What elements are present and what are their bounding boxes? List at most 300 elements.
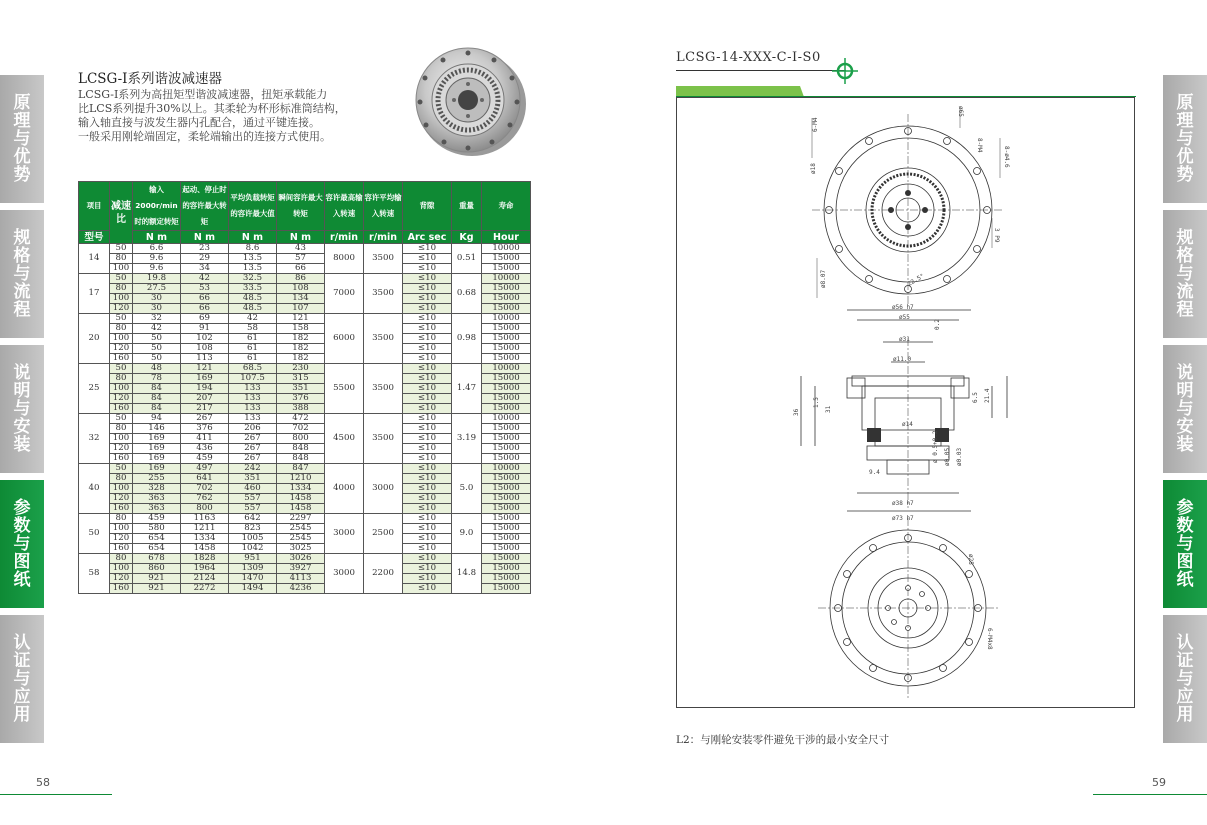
avg-speed-cell: 3500 xyxy=(364,314,403,364)
momentary-torque-cell: 230 xyxy=(277,364,325,374)
life-cell: 15000 xyxy=(482,524,531,534)
side-tab-5-right[interactable]: 认证与应用 xyxy=(1163,615,1207,743)
rated-torque-cell: 169 xyxy=(133,454,181,464)
avg-load-torque-cell: 133 xyxy=(229,394,277,404)
avg-load-torque-cell: 642 xyxy=(229,514,277,524)
life-cell: 10000 xyxy=(482,414,531,424)
header-life: 寿命 xyxy=(482,182,531,231)
max-speed-cell: 4000 xyxy=(325,464,364,514)
life-cell: 15000 xyxy=(482,254,531,264)
avg-load-torque-cell: 206 xyxy=(229,424,277,434)
header-rated-torque: 输入2000r/min时的额定转矩 xyxy=(133,182,181,231)
start-stop-torque-cell: 641 xyxy=(181,474,229,484)
side-tab-2[interactable]: 规格与流程 xyxy=(0,210,44,338)
rated-torque-cell: 27.5 xyxy=(133,284,181,294)
max-speed-cell: 8000 xyxy=(325,244,364,274)
avg-load-torque-cell: 1309 xyxy=(229,564,277,574)
dim-label: ø14 xyxy=(902,421,913,428)
momentary-torque-cell: 182 xyxy=(277,344,325,354)
avg-load-torque-cell: 951 xyxy=(229,554,277,564)
life-cell: 10000 xyxy=(482,244,531,254)
avg-load-torque-cell: 557 xyxy=(229,494,277,504)
backlash-cell: ≤10 xyxy=(403,334,452,344)
unit-rated-torque: N m xyxy=(133,231,181,244)
header-model: 项目 xyxy=(79,182,110,231)
rated-torque-cell: 459 xyxy=(133,514,181,524)
momentary-torque-cell: 472 xyxy=(277,414,325,424)
rated-torque-cell: 363 xyxy=(133,504,181,514)
rated-torque-cell: 42 xyxy=(133,324,181,334)
rated-torque-cell: 169 xyxy=(133,444,181,454)
start-stop-torque-cell: 1163 xyxy=(181,514,229,524)
backlash-cell: ≤10 xyxy=(403,254,452,264)
weight-cell: 0.51 xyxy=(452,244,482,274)
ratio-cell: 100 xyxy=(110,484,133,494)
header-weight: 重量 xyxy=(452,182,482,231)
series-description xyxy=(78,88,368,144)
weight-cell: 1.47 xyxy=(452,364,482,414)
backlash-cell: ≤10 xyxy=(403,474,452,484)
backlash-cell: ≤10 xyxy=(403,534,452,544)
footer-line-right xyxy=(1093,794,1207,795)
avg-load-torque-cell: 61 xyxy=(229,344,277,354)
ratio-cell: 100 xyxy=(110,524,133,534)
backlash-cell: ≤10 xyxy=(403,444,452,454)
ratio-cell: 160 xyxy=(110,454,133,464)
series-title: LCSG-I系列谐波减速器 xyxy=(78,71,222,87)
avg-load-torque-cell: 33.5 xyxy=(229,284,277,294)
backlash-cell: ≤10 xyxy=(403,524,452,534)
life-cell: 15000 xyxy=(482,324,531,334)
rated-torque-cell: 84 xyxy=(133,394,181,404)
backlash-cell: ≤10 xyxy=(403,244,452,254)
backlash-cell: ≤10 xyxy=(403,434,452,444)
max-speed-cell: 6000 xyxy=(325,314,364,364)
side-tab-3[interactable]: 说明与安装 xyxy=(0,345,44,473)
ratio-cell: 120 xyxy=(110,534,133,544)
weight-cell: 0.68 xyxy=(452,274,482,314)
weight-cell: 0.98 xyxy=(452,314,482,364)
unit-avg-load-torque: N m xyxy=(229,231,277,244)
avg-load-torque-cell: 61 xyxy=(229,354,277,364)
life-cell: 15000 xyxy=(482,284,531,294)
momentary-torque-cell: 1458 xyxy=(277,504,325,514)
rated-torque-cell: 30 xyxy=(133,294,181,304)
life-cell: 15000 xyxy=(482,354,531,364)
rated-torque-cell: 580 xyxy=(133,524,181,534)
momentary-torque-cell: 107 xyxy=(277,304,325,314)
green-header-strip xyxy=(676,86,1136,97)
backlash-cell: ≤10 xyxy=(403,364,452,374)
description-line: 一般采用刚轮端固定，柔轮端输出的连接方式使用。 xyxy=(78,130,331,143)
start-stop-torque-cell: 194 xyxy=(181,384,229,394)
dim-label: 0.2 xyxy=(934,319,941,330)
rated-torque-cell: 50 xyxy=(133,334,181,344)
rated-torque-cell: 169 xyxy=(133,434,181,444)
unit-start-stop-torque: N m xyxy=(181,231,229,244)
backlash-cell: ≤10 xyxy=(403,464,452,474)
life-cell: 15000 xyxy=(482,344,531,354)
side-tab-5[interactable]: 认证与应用 xyxy=(0,615,44,743)
table-row xyxy=(79,314,531,324)
ratio-cell: 160 xyxy=(110,504,133,514)
momentary-torque-cell: 134 xyxy=(277,294,325,304)
avg-load-torque-cell: 133 xyxy=(229,404,277,414)
dim-label: ø65 xyxy=(957,106,964,117)
unit-momentary-torque: N m xyxy=(277,231,325,244)
life-cell: 15000 xyxy=(482,544,531,554)
table-row xyxy=(79,274,531,284)
table-row xyxy=(79,244,531,254)
dim-label: 6-M4 xyxy=(812,117,819,132)
rated-torque-cell: 9.6 xyxy=(133,254,181,264)
avg-load-torque-cell: 1005 xyxy=(229,534,277,544)
crosshair-icon xyxy=(832,58,858,84)
unit-max-input-speed: r/min xyxy=(325,231,364,244)
life-cell: 10000 xyxy=(482,464,531,474)
avg-load-torque-cell: 267 xyxy=(229,444,277,454)
avg-load-torque-cell: 42 xyxy=(229,314,277,324)
ratio-cell: 160 xyxy=(110,584,133,594)
backlash-cell: ≤10 xyxy=(403,304,452,314)
page-number-left: 58 xyxy=(36,776,50,789)
life-cell: 15000 xyxy=(482,494,531,504)
dim-label: 8-ø4.6 xyxy=(1003,146,1010,168)
avg-load-torque-cell: 68.5 xyxy=(229,364,277,374)
dim-label: 3 P9 xyxy=(993,228,1000,243)
dim-label: 9.4 xyxy=(869,469,880,476)
backlash-cell: ≤10 xyxy=(403,344,452,354)
dim-label: 6-M4x8 xyxy=(986,628,993,650)
table-row xyxy=(79,364,531,374)
momentary-torque-cell: 1334 xyxy=(277,484,325,494)
avg-load-torque-cell: 48.5 xyxy=(229,304,277,314)
life-cell: 15000 xyxy=(482,404,531,414)
rated-torque-cell: 860 xyxy=(133,564,181,574)
start-stop-torque-cell: 2124 xyxy=(181,574,229,584)
weight-cell: 9.0 xyxy=(452,514,482,554)
life-cell: 15000 xyxy=(482,304,531,314)
momentary-torque-cell: 800 xyxy=(277,434,325,444)
dim-label: ø25 xyxy=(967,554,974,565)
backlash-cell: ≤10 xyxy=(403,554,452,564)
dim-label: ø11.0 xyxy=(893,356,912,363)
ratio-cell: 80 xyxy=(110,254,133,264)
unit-backlash: Arc sec xyxy=(403,231,452,244)
backlash-cell: ≤10 xyxy=(403,514,452,524)
start-stop-torque-cell: 207 xyxy=(181,394,229,404)
description-line: LCSG-I系列为高扭矩型谐波减速器，扭矩承载能力 xyxy=(78,88,328,101)
avg-load-torque-cell: 823 xyxy=(229,524,277,534)
table-row xyxy=(79,464,531,474)
rated-torque-cell: 19.8 xyxy=(133,274,181,284)
avg-speed-cell: 3500 xyxy=(364,364,403,414)
title-underline xyxy=(676,70,846,71)
backlash-cell: ≤10 xyxy=(403,394,452,404)
backlash-cell: ≤10 xyxy=(403,274,452,284)
unit-avg-input-speed: r/min xyxy=(364,231,403,244)
backlash-cell: ≤10 xyxy=(403,584,452,594)
model-cell: 32 xyxy=(79,414,110,464)
rated-torque-cell: 363 xyxy=(133,494,181,504)
ratio-cell: 50 xyxy=(110,364,133,374)
product-image xyxy=(410,40,530,160)
avg-speed-cell: 2200 xyxy=(364,554,403,594)
life-cell: 15000 xyxy=(482,384,531,394)
life-cell: 10000 xyxy=(482,314,531,324)
momentary-torque-cell: 66 xyxy=(277,264,325,274)
side-tab-1-right[interactable]: 原理与优势 xyxy=(1163,75,1207,203)
start-stop-torque-cell: 762 xyxy=(181,494,229,504)
avg-load-torque-cell: 8.6 xyxy=(229,244,277,254)
momentary-torque-cell: 702 xyxy=(277,424,325,434)
backlash-cell: ≤10 xyxy=(403,504,452,514)
ratio-cell: 120 xyxy=(110,304,133,314)
header-row-2 xyxy=(79,231,531,244)
life-cell: 15000 xyxy=(482,444,531,454)
backlash-cell: ≤10 xyxy=(403,574,452,584)
dim-label: ø31 xyxy=(899,336,910,343)
life-cell: 15000 xyxy=(482,554,531,564)
start-stop-torque-cell: 1458 xyxy=(181,544,229,554)
description-line: 比LCS系列提升30%以上。其柔轮为杯形标准筒结构， xyxy=(78,102,346,115)
life-cell: 15000 xyxy=(482,264,531,274)
avg-load-torque-cell: 557 xyxy=(229,504,277,514)
momentary-torque-cell: 2297 xyxy=(277,514,325,524)
start-stop-torque-cell: 91 xyxy=(181,324,229,334)
backlash-cell: ≤10 xyxy=(403,414,452,424)
ratio-cell: 120 xyxy=(110,394,133,404)
avg-speed-cell: 2500 xyxy=(364,514,403,554)
ratio-cell: 80 xyxy=(110,374,133,384)
start-stop-torque-cell: 53 xyxy=(181,284,229,294)
momentary-torque-cell: 3025 xyxy=(277,544,325,554)
backlash-cell: ≤10 xyxy=(403,454,452,464)
avg-load-torque-cell: 1470 xyxy=(229,574,277,584)
start-stop-torque-cell: 376 xyxy=(181,424,229,434)
start-stop-torque-cell: 69 xyxy=(181,314,229,324)
drawing-title: LCSG-14-XXX-C-I-S0 xyxy=(676,50,821,65)
max-speed-cell: 5500 xyxy=(325,364,364,414)
start-stop-torque-cell: 217 xyxy=(181,404,229,414)
start-stop-torque-cell: 702 xyxy=(181,484,229,494)
momentary-torque-cell: 2545 xyxy=(277,524,325,534)
dim-label: ø73 h7 xyxy=(892,515,914,522)
rated-torque-cell: 146 xyxy=(133,424,181,434)
page-number-right: 59 xyxy=(1152,776,1166,789)
unit-weight: Kg xyxy=(452,231,482,244)
life-cell: 15000 xyxy=(482,514,531,524)
start-stop-torque-cell: 436 xyxy=(181,444,229,454)
momentary-torque-cell: 4113 xyxy=(277,574,325,584)
momentary-torque-cell: 351 xyxy=(277,384,325,394)
unit-model: 型号 xyxy=(79,231,110,244)
rated-torque-cell: 84 xyxy=(133,404,181,414)
avg-load-torque-cell: 61 xyxy=(229,334,277,344)
avg-load-torque-cell: 107.5 xyxy=(229,374,277,384)
dim-label: 22.5° xyxy=(906,272,926,288)
avg-load-torque-cell: 13.5 xyxy=(229,264,277,274)
dim-label: 8-M4 xyxy=(976,138,983,153)
avg-load-torque-cell: 242 xyxy=(229,464,277,474)
side-tab-4[interactable]: 参数与图纸 xyxy=(0,480,44,608)
header-momentary-torque: 瞬间容许最大转矩 xyxy=(277,182,325,231)
life-cell: 15000 xyxy=(482,574,531,584)
weight-cell: 5.0 xyxy=(452,464,482,514)
header-row-1 xyxy=(79,182,531,231)
spec-table-body xyxy=(79,244,531,594)
momentary-torque-cell: 3927 xyxy=(277,564,325,574)
ratio-cell: 160 xyxy=(110,404,133,414)
model-cell: 58 xyxy=(79,554,110,594)
dim-label: ø0.03 xyxy=(956,447,963,466)
avg-speed-cell: 3500 xyxy=(364,244,403,274)
start-stop-torque-cell: 34 xyxy=(181,264,229,274)
start-stop-torque-cell: 411 xyxy=(181,434,229,444)
backlash-cell: ≤10 xyxy=(403,494,452,504)
start-stop-torque-cell: 497 xyxy=(181,464,229,474)
header-ratio: 减速比 xyxy=(110,182,133,244)
rated-torque-cell: 654 xyxy=(133,534,181,544)
momentary-torque-cell: 1458 xyxy=(277,494,325,504)
dim-label: ø 0.5+0.2 xyxy=(932,430,939,463)
start-stop-torque-cell: 29 xyxy=(181,254,229,264)
ratio-cell: 100 xyxy=(110,334,133,344)
rated-torque-cell: 78 xyxy=(133,374,181,384)
ratio-cell: 50 xyxy=(110,274,133,284)
life-cell: 15000 xyxy=(482,504,531,514)
weight-cell: 14.8 xyxy=(452,554,482,594)
ratio-cell: 80 xyxy=(110,554,133,564)
start-stop-torque-cell: 1964 xyxy=(181,564,229,574)
ratio-cell: 120 xyxy=(110,344,133,354)
rated-torque-cell: 50 xyxy=(133,344,181,354)
side-tab-3-right[interactable]: 说明与安装 xyxy=(1163,345,1207,473)
ratio-cell: 100 xyxy=(110,564,133,574)
side-tab-2-right[interactable]: 规格与流程 xyxy=(1163,210,1207,338)
header-avg-input-speed: 容许平均输入转速 xyxy=(364,182,403,231)
ratio-cell: 120 xyxy=(110,444,133,454)
side-tab-4-right[interactable]: 参数与图纸 xyxy=(1163,480,1207,608)
avg-load-torque-cell: 460 xyxy=(229,484,277,494)
ratio-cell: 100 xyxy=(110,264,133,274)
dim-label: ø38 h7 xyxy=(892,500,914,507)
header-backlash: 背隙 xyxy=(403,182,452,231)
ratio-cell: 120 xyxy=(110,574,133,584)
dim-label: 21.4 xyxy=(984,388,991,403)
avg-load-torque-cell: 351 xyxy=(229,474,277,484)
model-cell: 14 xyxy=(79,244,110,274)
ratio-cell: 80 xyxy=(110,424,133,434)
ratio-cell: 50 xyxy=(110,314,133,324)
ratio-cell: 50 xyxy=(110,414,133,424)
start-stop-torque-cell: 169 xyxy=(181,374,229,384)
rated-torque-cell: 32 xyxy=(133,314,181,324)
side-tab-1[interactable]: 原理与优势 xyxy=(0,75,44,203)
start-stop-torque-cell: 66 xyxy=(181,304,229,314)
rated-torque-cell: 921 xyxy=(133,584,181,594)
rated-torque-cell: 84 xyxy=(133,384,181,394)
model-cell: 50 xyxy=(79,514,110,554)
technical-drawing-frame xyxy=(676,97,1135,708)
momentary-torque-cell: 4236 xyxy=(277,584,325,594)
avg-load-torque-cell: 133 xyxy=(229,414,277,424)
model-cell: 40 xyxy=(79,464,110,514)
life-cell: 15000 xyxy=(482,474,531,484)
rated-torque-cell: 255 xyxy=(133,474,181,484)
avg-load-torque-cell: 48.5 xyxy=(229,294,277,304)
max-speed-cell: 3000 xyxy=(325,514,364,554)
momentary-torque-cell: 2545 xyxy=(277,534,325,544)
momentary-torque-cell: 182 xyxy=(277,334,325,344)
momentary-torque-cell: 108 xyxy=(277,284,325,294)
spec-table xyxy=(78,181,531,594)
backlash-cell: ≤10 xyxy=(403,354,452,364)
rated-torque-cell: 654 xyxy=(133,544,181,554)
momentary-torque-cell: 848 xyxy=(277,444,325,454)
avg-load-torque-cell: 58 xyxy=(229,324,277,334)
description-line: 输入轴直接与波发生器内孔配合，通过平键连接。 xyxy=(78,116,320,129)
start-stop-torque-cell: 102 xyxy=(181,334,229,344)
start-stop-torque-cell: 2272 xyxy=(181,584,229,594)
ratio-cell: 100 xyxy=(110,294,133,304)
footer-line-left xyxy=(0,794,112,795)
avg-load-torque-cell: 1494 xyxy=(229,584,277,594)
weight-cell: 3.19 xyxy=(452,414,482,464)
backlash-cell: ≤10 xyxy=(403,294,452,304)
avg-speed-cell: 3500 xyxy=(364,414,403,464)
ratio-cell: 50 xyxy=(110,464,133,474)
rated-torque-cell: 50 xyxy=(133,354,181,364)
momentary-torque-cell: 315 xyxy=(277,374,325,384)
model-cell: 25 xyxy=(79,364,110,414)
momentary-torque-cell: 847 xyxy=(277,464,325,474)
life-cell: 15000 xyxy=(482,584,531,594)
avg-load-torque-cell: 32.5 xyxy=(229,274,277,284)
life-cell: 15000 xyxy=(482,564,531,574)
momentary-torque-cell: 388 xyxy=(277,404,325,414)
avg-load-torque-cell: 13.5 xyxy=(229,254,277,264)
dim-label: 1.5 xyxy=(813,397,820,408)
momentary-torque-cell: 86 xyxy=(277,274,325,284)
table-row xyxy=(79,414,531,424)
left-side-tabs xyxy=(0,75,44,750)
start-stop-torque-cell: 1211 xyxy=(181,524,229,534)
max-speed-cell: 3000 xyxy=(325,554,364,594)
backlash-cell: ≤10 xyxy=(403,404,452,414)
avg-load-torque-cell: 1042 xyxy=(229,544,277,554)
momentary-torque-cell: 3026 xyxy=(277,554,325,564)
start-stop-torque-cell: 66 xyxy=(181,294,229,304)
momentary-torque-cell: 43 xyxy=(277,244,325,254)
model-cell: 17 xyxy=(79,274,110,314)
backlash-cell: ≤10 xyxy=(403,564,452,574)
ratio-cell: 80 xyxy=(110,514,133,524)
start-stop-torque-cell: 459 xyxy=(181,454,229,464)
ratio-cell: 80 xyxy=(110,324,133,334)
dim-label: 36 xyxy=(793,408,800,416)
backlash-cell: ≤10 xyxy=(403,484,452,494)
rated-torque-cell: 169 xyxy=(133,464,181,474)
ratio-cell: 160 xyxy=(110,354,133,364)
momentary-torque-cell: 57 xyxy=(277,254,325,264)
backlash-cell: ≤10 xyxy=(403,324,452,334)
drawing-caption: L2：与刚轮安装零件避免干涉的最小安全尺寸 xyxy=(676,734,890,746)
ratio-cell: 80 xyxy=(110,284,133,294)
table-row xyxy=(79,554,531,564)
rated-torque-cell: 328 xyxy=(133,484,181,494)
dim-label: ø55 xyxy=(899,314,910,321)
